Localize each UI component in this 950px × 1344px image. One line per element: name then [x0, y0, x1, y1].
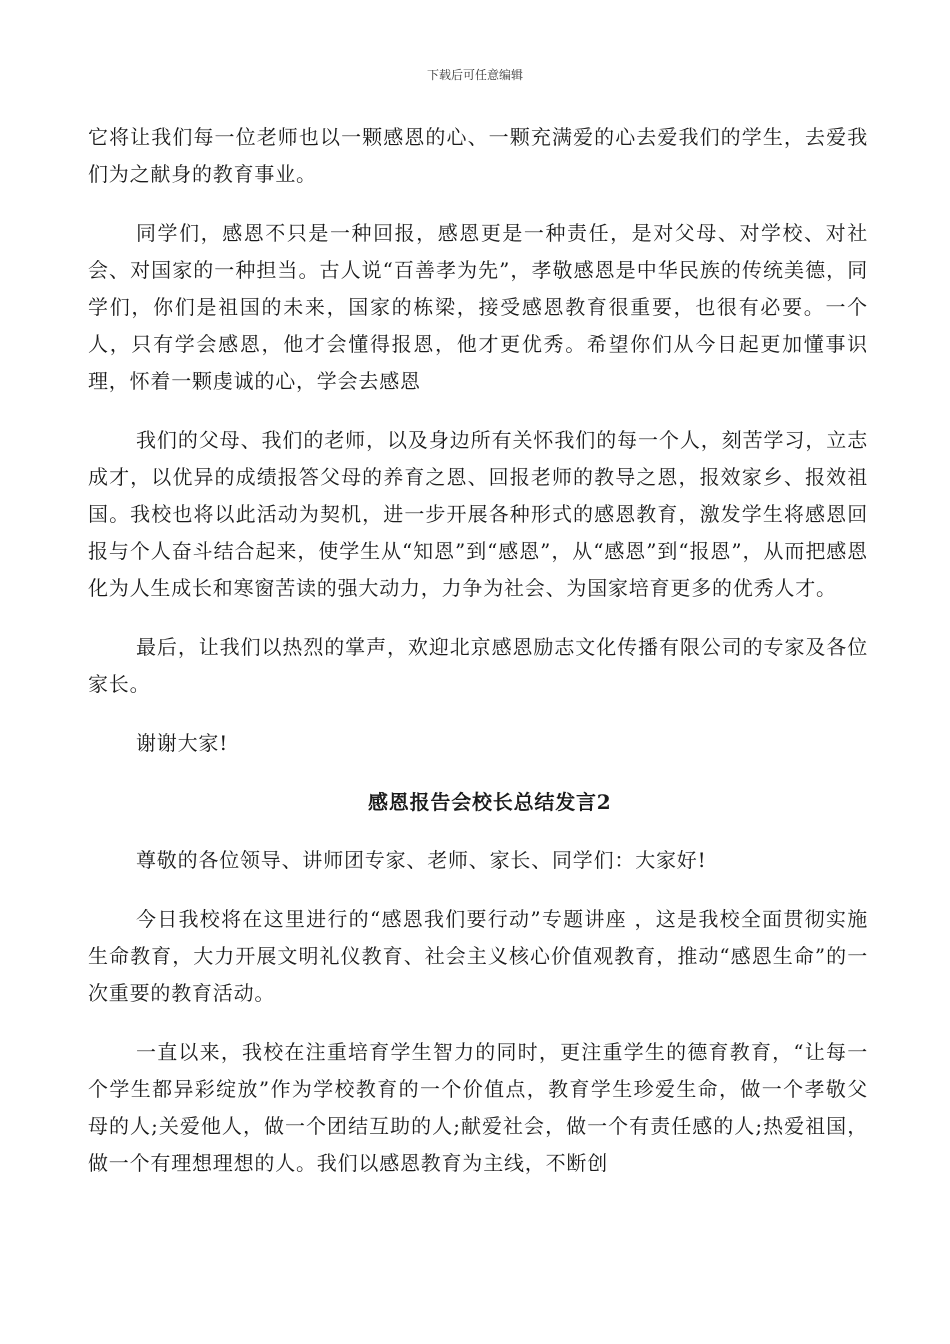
paragraph: 一直以来，我校在注重培育学生智力的同时，更注重学生的德育教育，“让每一个学生都异彩绽放”作为学校教育的一个价值点，教育学生珍爱生命，做一个孝敬父母的人;关爱他人，做一个团结互助的人;献爱社会，做一个有责任感的人;热爱祖国，做一个有理想理想的人。我们以感恩教育为主线，不断创 [88, 1040, 868, 1175]
paragraph: 我们的父母、我们的老师，以及身边所有关怀我们的每一个人，刻苦学习，立志成才，以优异的成绩报答父母的养育之恩、回报老师的教导之恩，报效家乡、报效祖国。我校也将以此活动为契机，进一步开展各种形式的感恩教育，激发学生将感恩回报与个人奋斗结合起来，使学生从“知恩”到“感恩”，从“感恩”到“报恩”，从而把感恩化为人生成长和寒窗苦读的强大动力，力争为社会、为国家培育更多的优秀人才。 [88, 428, 868, 600]
section-heading: 感恩报告会校长总结发言2 [368, 790, 612, 814]
paragraph: 今日我校将在这里进行的“感恩我们要行动”专题讲座 ，这是我校全面贯彻实施生命教育，大力开展文明礼仪教育、社会主义核心价值观教育，推动“感恩生命”的一次重要的教育活动。 [88, 907, 868, 1005]
paragraph: 谢谢大家! [136, 731, 229, 755]
page-header: 下载后可任意编辑 [426, 68, 523, 82]
paragraph: 同学们，感恩不只是一种回报，感恩更是一种责任，是对父母、对学校、对社会、对国家的一种担当。古人说“百善孝为先”，孝敬感恩是中华民族的传统美德，同学们，你们是祖国的未来，国家的栋梁，接受感恩教育很重要，也很有必要。一个人，只有学会感恩，他才会懂得报恩，他才更优秀。希望你们从今日起更加懂事识理，怀着一颗虔诚的心，学会去感恩 [88, 221, 868, 393]
paragraph: 尊敬的各位领导、讲师团专家、老师、家长、同学们：大家好! [136, 848, 707, 872]
document-body [88, 119, 868, 1204]
paragraph: 它将让我们每一位老师也以一颗感恩的心、一颗充满爱的心去爱我们的学生，去爱我们为之献身的教育事业。 [88, 125, 868, 186]
paragraph: 最后，让我们以热烈的掌声，欢迎北京感恩励志文化传播有限公司的专家及各位家长。 [88, 635, 868, 696]
